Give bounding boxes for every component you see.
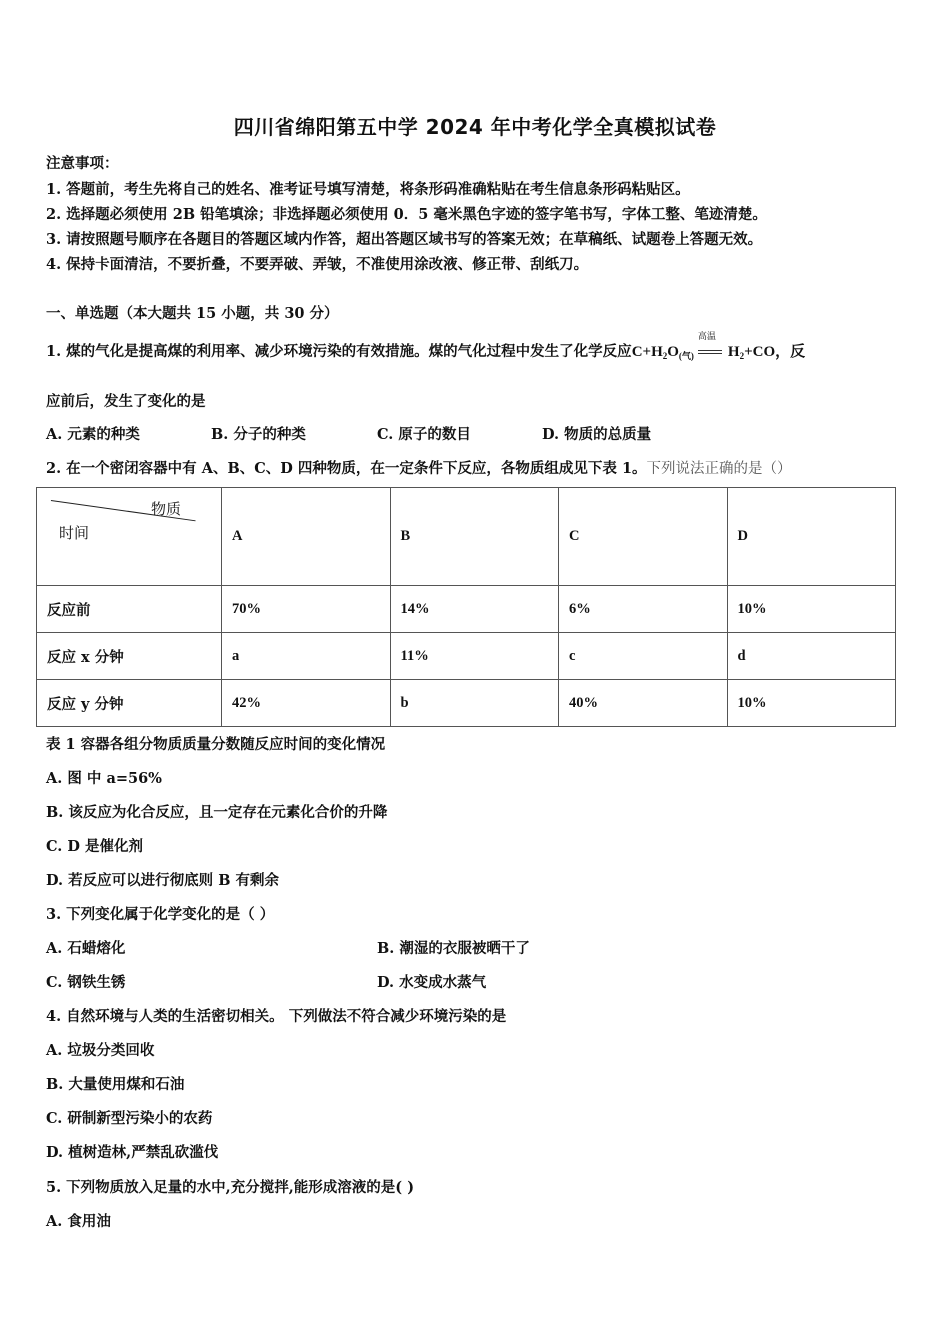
q4-option-a[interactable]: A. 垃圾分类回收 <box>46 1042 155 1059</box>
column-header: B <box>390 488 559 586</box>
column-header: D <box>727 488 896 586</box>
row-label: 反应前 <box>37 586 222 633</box>
eq-part: O <box>667 344 679 360</box>
q2-option-a[interactable]: A. 图 中 a=56% <box>46 770 162 787</box>
eq-state: (气) <box>678 351 694 361</box>
q3-option-b[interactable]: B. 潮湿的衣服被晒干了 <box>377 940 530 957</box>
question-1 <box>46 332 806 362</box>
table-cell: 70% <box>222 586 391 633</box>
notice-item-4: 4. 保持卡面清洁，不要折叠，不要弄破、弄皱，不准使用涂改液、修正带、刮纸刀。 <box>46 256 589 273</box>
table-row <box>37 586 896 633</box>
eq-part: +CO，反 <box>744 344 806 360</box>
question-1-continued: 应前后，发生了变化的是 <box>46 393 206 410</box>
section-heading: 一、单选题（本大题共 15 小题，共 30 分） <box>46 305 339 322</box>
table-cell: 10% <box>727 680 896 727</box>
question-2-tail: 下列说法正确的是（） <box>646 461 792 477</box>
table-cell: 14% <box>390 586 559 633</box>
eq-subscript: 2 <box>662 351 668 361</box>
row-label: 反应 y 分钟 <box>37 680 222 727</box>
table-corner-cell <box>37 488 222 586</box>
table-cell: 6% <box>559 586 728 633</box>
page-title: 四川省绵阳第五中学 2024 年中考化学全真模拟试卷 <box>233 115 717 139</box>
q3-option-a[interactable]: A. 石蜡熔化 <box>46 940 126 957</box>
column-header: A <box>222 488 391 586</box>
question-3: 3. 下列变化属于化学变化的是（ ） <box>46 906 275 923</box>
composition-table <box>36 487 896 727</box>
table-caption: 表 1 容器各组分物质质量分数随反应时间的变化情况 <box>46 736 386 753</box>
table-row <box>37 633 896 680</box>
equation-left <box>632 344 694 360</box>
q3-option-c[interactable]: C. 钢铁生锈 <box>46 974 126 991</box>
table-cell: 40% <box>559 680 728 727</box>
eq-part: H <box>727 344 740 360</box>
q5-option-a[interactable]: A. 食用油 <box>46 1213 111 1230</box>
reaction-condition-equals <box>696 332 726 359</box>
table-cell: a <box>222 633 391 680</box>
table-cell: 10% <box>727 586 896 633</box>
q4-option-c[interactable]: C. 研制新型污染小的农药 <box>46 1110 213 1127</box>
q4-option-b[interactable]: B. 大量使用煤和石油 <box>46 1076 185 1093</box>
notice-item-1: 1. 答题前，考生先将自己的姓名、准考证号填写清楚，将条形码准确粘贴在考生信息条形码粘贴区。 <box>46 181 690 198</box>
q1-option-d[interactable]: D. 物质的总质量 <box>542 426 652 443</box>
notice-item-2: 2. 选择题必须使用 2B 铅笔填涂；非选择题必须使用 0．5 毫米黑色字迹的签字笔书写，字体工整、笔迹清楚。 <box>46 206 767 223</box>
question-4: 4. 自然环境与人类的生活密切相关。 下列做法不符合减少环境污染的是 <box>46 1008 507 1025</box>
q2-option-c[interactable]: C. D 是催化剂 <box>46 838 144 855</box>
question-2 <box>46 457 792 478</box>
q4-option-d[interactable]: D. 植树造林,严禁乱砍滥伐 <box>46 1144 219 1161</box>
q1-option-b[interactable]: B. 分子的种类 <box>211 426 306 443</box>
question-1-text: 1. 煤的气化是提高煤的利用率、减少环境污染的有效措施。煤的气化过程中发生了化学反应 <box>46 343 632 360</box>
corner-label-substance: 物质 <box>151 500 182 518</box>
corner-label-time: 时间 <box>59 524 90 542</box>
table-cell: 11% <box>390 633 559 680</box>
eq-part: C+H <box>631 344 663 360</box>
q1-option-c[interactable]: C. 原子的数目 <box>377 426 471 443</box>
table-cell: 42% <box>222 680 391 727</box>
question-2-text: 2. 在一个密闭容器中有 A、B、C、D 四种物质，在一定条件下反应，各物质组成见下表 1。 <box>46 460 647 477</box>
column-header: C <box>559 488 728 586</box>
q3-option-d[interactable]: D. 水变成水蒸气 <box>377 974 487 991</box>
equation-right <box>728 344 805 360</box>
q2-option-b[interactable]: B. 该反应为化合反应，且一定存在元素化合价的升降 <box>46 804 388 821</box>
notice-heading: 注意事项： <box>46 155 119 172</box>
table-cell: c <box>559 633 728 680</box>
reaction-condition-label: 高温 <box>697 332 716 342</box>
notice-item-3: 3. 请按照题号顺序在各题目的答题区域内作答，超出答题区域书写的答案无效；在草稿纸、试题卷上答题无效。 <box>46 231 763 248</box>
q2-option-d[interactable]: D. 若反应可以进行彻底则 B 有剩余 <box>46 872 280 889</box>
eq-subscript: 2 <box>739 351 745 361</box>
table-header-row <box>37 488 896 586</box>
table-row <box>37 680 896 727</box>
table-cell: b <box>390 680 559 727</box>
row-label: 反应 x 分钟 <box>37 633 222 680</box>
q1-option-a[interactable]: A. 元素的种类 <box>46 426 140 443</box>
question-5: 5. 下列物质放入足量的水中,充分搅拌,能形成溶液的是( ) <box>46 1179 415 1196</box>
table-cell: d <box>727 633 896 680</box>
